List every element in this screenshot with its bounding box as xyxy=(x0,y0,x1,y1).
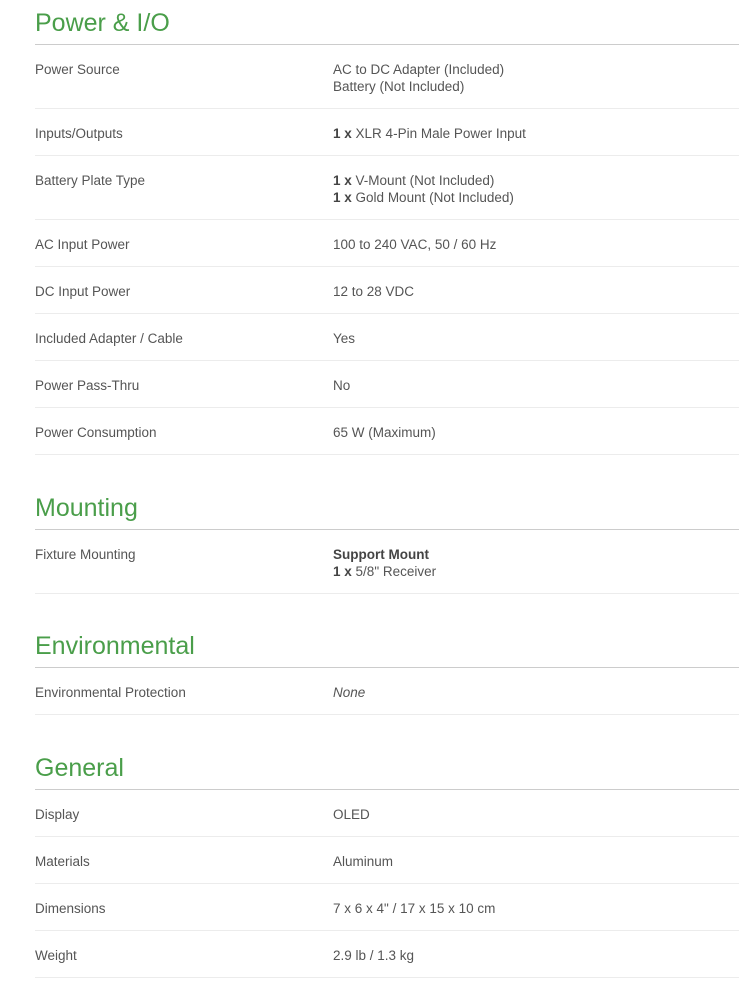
spec-label: AC Input Power xyxy=(35,237,130,252)
spec-row-dimensions xyxy=(35,884,739,931)
spec-label: Power Source xyxy=(35,62,120,77)
section-title-power-io: Power & I/O xyxy=(35,8,739,45)
spec-value: 2.9 lb / 1.3 kg xyxy=(333,948,415,963)
spec-row-power-consumption xyxy=(35,408,739,455)
spec-label: DC Input Power xyxy=(35,284,131,299)
spec-value-line xyxy=(333,564,436,581)
spec-value-line xyxy=(333,126,526,143)
spec-row-battery-plate-type xyxy=(35,156,739,220)
spec-row-display xyxy=(35,790,739,837)
spec-label: Power Pass-Thru xyxy=(35,378,140,393)
spec-label: Display xyxy=(35,807,80,822)
spec-value: OLED xyxy=(333,807,370,822)
spec-row-included-adapter xyxy=(35,314,739,361)
quantity: 1 x xyxy=(333,126,352,141)
spec-value xyxy=(333,62,504,95)
spec-label: Materials xyxy=(35,854,90,869)
spec-row-fixture-mounting xyxy=(35,530,739,594)
spec-label: Weight xyxy=(35,948,77,963)
spec-value xyxy=(333,547,436,580)
quantity: 1 x xyxy=(333,563,352,579)
spec-value: 100 to 240 VAC, 50 / 60 Hz xyxy=(333,237,497,252)
spec-value-line: Battery (Not Included) xyxy=(333,78,465,94)
spec-value-text: 5/8" Receiver xyxy=(355,563,437,579)
spec-value-text: XLR 4-Pin Male Power Input xyxy=(355,126,526,141)
quantity: 1 x xyxy=(333,189,352,205)
spec-row-dc-input-power xyxy=(35,267,739,314)
spec-value-heading: Support Mount xyxy=(333,547,429,562)
spec-label: Included Adapter / Cable xyxy=(35,331,183,346)
spec-value-text: Gold Mount (Not Included) xyxy=(355,189,514,205)
spec-row-environmental-protection xyxy=(35,668,739,715)
spec-value: No xyxy=(333,378,351,393)
spec-row-power-pass-thru xyxy=(35,361,739,408)
spec-value-line xyxy=(333,173,514,190)
spec-row-inputs-outputs xyxy=(35,109,739,156)
section-general xyxy=(35,753,739,978)
spec-value-line xyxy=(333,190,514,207)
spec-value: 7 x 6 x 4" / 17 x 15 x 10 cm xyxy=(333,901,496,916)
spec-value xyxy=(333,173,514,206)
spec-label: Inputs/Outputs xyxy=(35,126,123,141)
section-environmental xyxy=(35,631,739,715)
spec-row-materials xyxy=(35,837,739,884)
spec-label: Battery Plate Type xyxy=(35,173,146,188)
spec-label: Dimensions xyxy=(35,901,106,916)
spec-value-line: AC to DC Adapter (Included) xyxy=(333,62,505,77)
spec-row-power-source xyxy=(35,45,739,109)
spec-label: Fixture Mounting xyxy=(35,547,136,562)
spec-value: Aluminum xyxy=(333,854,394,869)
spec-value xyxy=(333,126,526,143)
section-mounting xyxy=(35,493,739,594)
quantity: 1 x xyxy=(333,173,352,188)
section-title-environmental: Environmental xyxy=(35,631,739,668)
spec-value: None xyxy=(333,685,366,700)
spec-label: Power Consumption xyxy=(35,425,157,440)
spec-value: 65 W (Maximum) xyxy=(333,425,436,440)
section-title-general: General xyxy=(35,753,739,790)
spec-row-weight xyxy=(35,931,739,978)
spec-row-ac-input-power xyxy=(35,220,739,267)
spec-value: Yes xyxy=(333,331,356,346)
spec-value: 12 to 28 VDC xyxy=(333,284,415,299)
spec-label: Environmental Protection xyxy=(35,685,186,700)
spec-value-text: V-Mount (Not Included) xyxy=(355,173,495,188)
section-power-io xyxy=(35,8,739,455)
section-title-mounting: Mounting xyxy=(35,493,739,530)
